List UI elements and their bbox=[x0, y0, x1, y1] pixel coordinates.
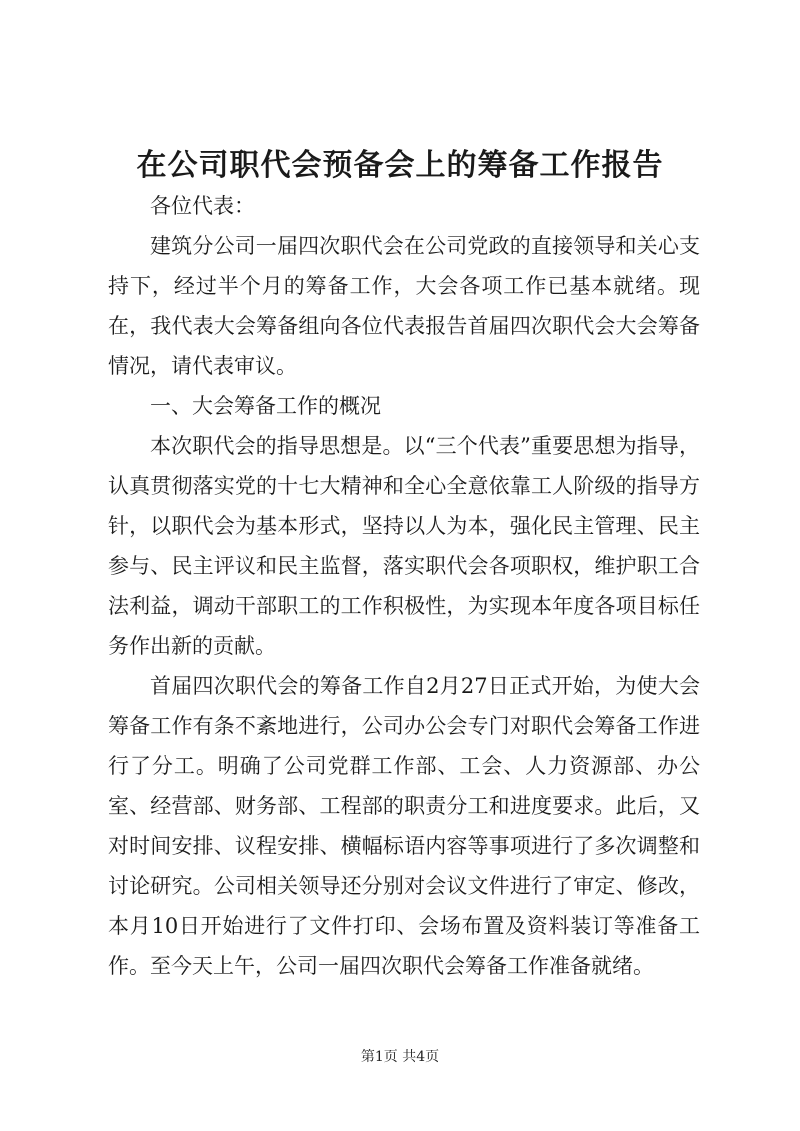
preparation-progress-paragraph: 首届四次职代会的筹备工作自2月27日正式开始，为使大会筹备工作有条不紊地进行，公司办公会专门对职代会筹备工作进行了分工。明确了公司党群工作部、工会、人力资源部、办公室、经营部、财务部、工程部的职责分工和进度要求。此后，又对时间安排、议程安排、横幅标语内容等事项进行了多次调整和讨论研究。公司相关领导还分别对会议文件进行了审定、修改，本月10日开始进行了文件打印、会场布置及资料装订等准备工作。至今天上午，公司一届四次职代会筹备工作准备就绪。 bbox=[108, 674, 700, 978]
intro-paragraph: 建筑分公司一届四次职代会在公司党政的直接领导和关心支持下，经过半个月的筹备工作，大会各项工作已基本就绪。现在，我代表大会筹备组向各位代表报告首届四次职代会大会筹备情况，请代表审议。 bbox=[108, 234, 700, 378]
document-title: 在公司职代会预备会上的筹备工作报告 bbox=[136, 148, 664, 183]
guiding-principle-paragraph: 本次职代会的指导思想是。以“三个代表”重要思想为指导，认真贯彻落实党的十七大精神和全心全意依靠工人阶级的指导方针，以职代会为基本形式，坚持以人为本，强化民主管理、民主参与、民主评议和民主监督，落实职代会各项职权，维护职工合法利益，调动干部职工的工作积极性，为实现本年度各项目标任务作出新的贡献。 bbox=[108, 434, 700, 658]
section-heading: 一、大会筹备工作的概况 bbox=[150, 394, 381, 418]
salutation-paragraph: 各位代表： bbox=[150, 194, 255, 218]
page-number-footer: 第1页 共4页 bbox=[360, 1049, 440, 1065]
document-body bbox=[108, 186, 700, 986]
